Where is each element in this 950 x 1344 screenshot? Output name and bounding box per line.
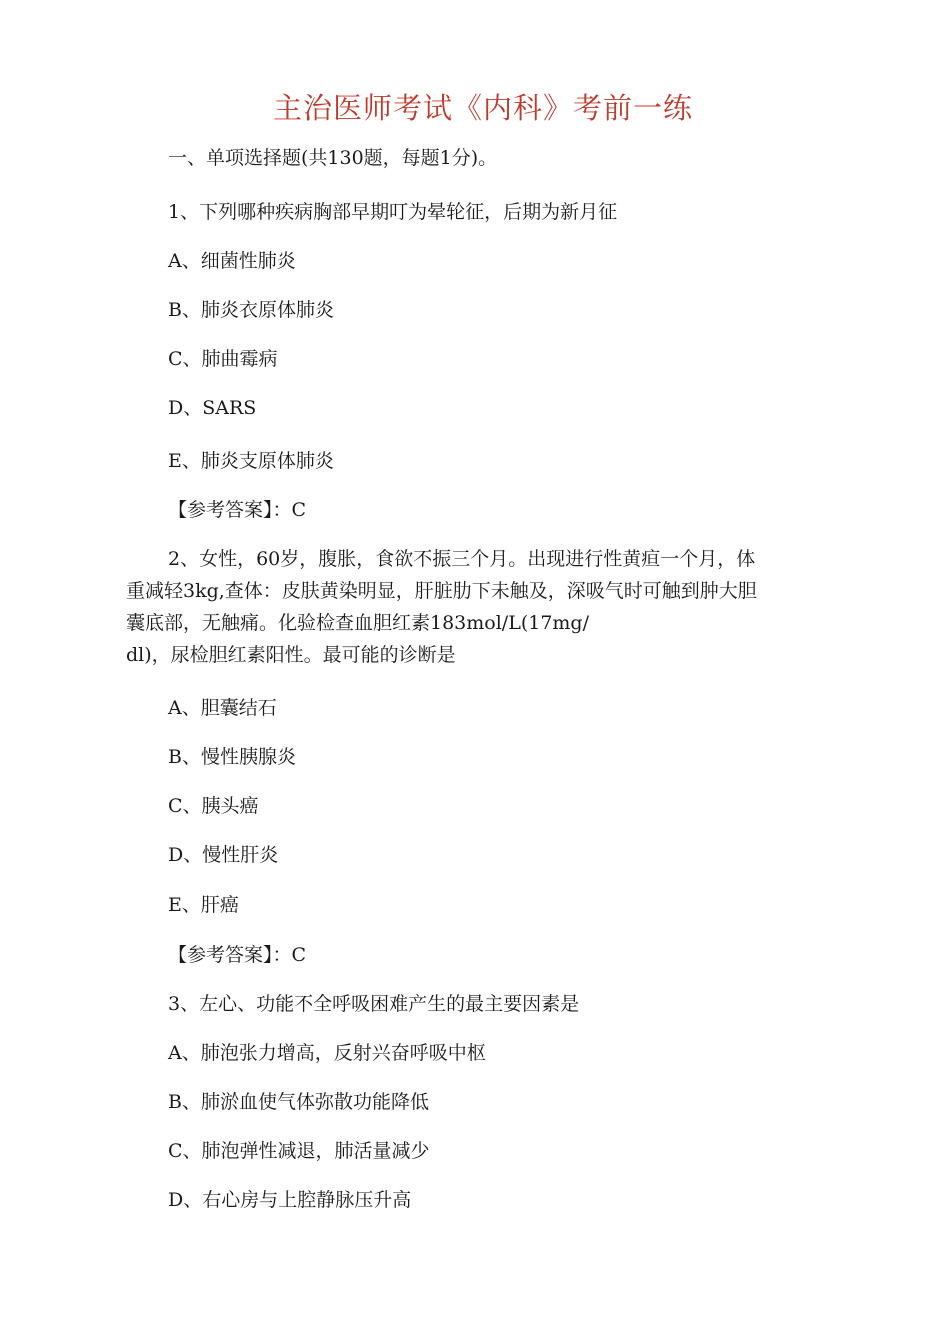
question-1-option-c: C、肺曲霉病: [168, 348, 278, 370]
question-2-stem-line: 2、女性，60岁，腹胀，食欲不振三个月。出现进行性黄疸一个月，体: [168, 548, 756, 570]
question-1-option-b: B、肺炎衣原体肺炎: [168, 299, 334, 321]
question-2-stem-line: 囊底部，无触痛。化验检查血胆红素183mol/L(17mg/: [126, 612, 589, 634]
section-heading: 一、单项选择题(共130题，每题1分)。: [168, 147, 498, 169]
question-2-stem: [126, 543, 836, 671]
question-2-stem-line: 重减轻3kg,查体：皮肤黄染明显，肝脏肋下未触及，深吸气时可触到肿大胆: [126, 580, 757, 602]
question-1-option-a: A、细菌性肺炎: [168, 250, 296, 272]
question-3-option-c: C、肺泡弹性减退，肺活量减少: [168, 1140, 430, 1162]
question-3-stem: 3、左心、功能不全呼吸困难产生的最主要因素是: [168, 993, 580, 1015]
question-2-answer: 【参考答案】：C: [168, 944, 307, 966]
question-1-option-e: E、肺炎支原体肺炎: [168, 450, 334, 472]
question-2-option-b: B、慢性胰腺炎: [168, 746, 296, 768]
question-1-option-d: D、SARS: [168, 397, 257, 419]
question-2-option-e: E、肝癌: [168, 894, 239, 916]
question-3-option-d: D、右心房与上腔静脉压升高: [168, 1189, 412, 1211]
question-2-stem-line: dl)，尿检胆红素阳性。最可能的诊断是: [126, 644, 456, 666]
question-2-option-d: D、慢性肝炎: [168, 844, 279, 866]
question-2-option-a: A、胆囊结石: [168, 697, 277, 719]
question-1-answer: 【参考答案】：C: [168, 499, 307, 521]
question-2-option-c: C、胰头癌: [168, 795, 259, 817]
question-3-option-a: A、肺泡张力增高，反射兴奋呼吸中枢: [168, 1042, 486, 1064]
question-1-stem: 1、下列哪种疾病胸部早期叮为晕轮征，后期为新月征: [168, 201, 618, 223]
question-3-option-b: B、肺淤血使气体弥散功能降低: [168, 1091, 429, 1113]
document-title: 主治医师考试《内科》考前一练: [272, 91, 693, 125]
